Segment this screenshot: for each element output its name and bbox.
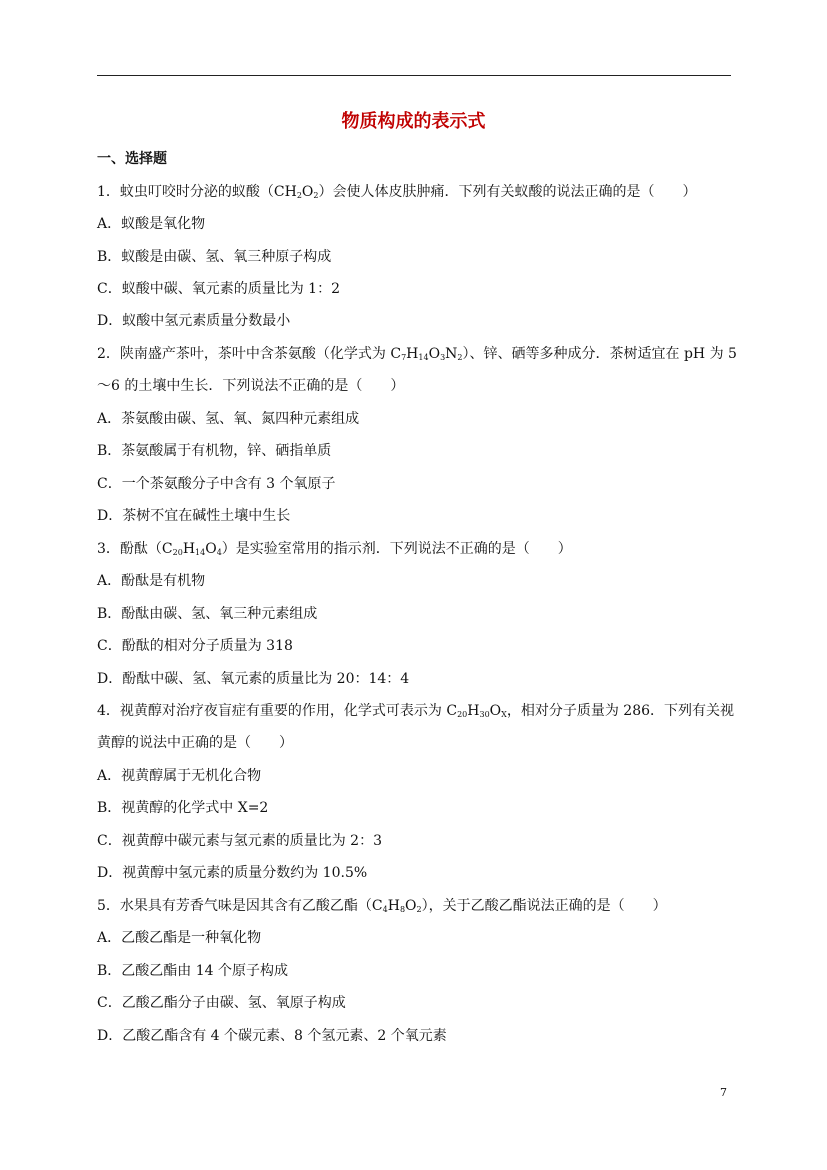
question-4-option-a: A．视黄醇属于无机化合物 xyxy=(97,768,262,784)
question-2-option-c: C．一个茶氨酸分子中含有 3 个氧原子 xyxy=(97,476,336,492)
page-title: 物质构成的表示式 xyxy=(341,111,486,132)
question-2-option-a: A．茶氨酸由碳、氢、氧、氮四种元素组成 xyxy=(97,411,360,427)
section-heading: 一、选择题 xyxy=(97,151,167,167)
question-4-option-c: C．视黄醇中碳元素与氢元素的质量比为 2：3 xyxy=(97,833,382,849)
question-5-stem: 5．水果具有芳香气味是因其含有乙酸乙酯$(C_4H_8O_2)$，关于乙酸乙酯说法正确的是（ ） xyxy=(97,898,667,914)
question-1-stem: 1．蚊虫叮咬时分泌的蚁酸$(CH_2O_2)$会使人体皮肤肿痛．下列有关蚁酸的说法正确的是（ ） xyxy=(97,184,697,200)
question-2-option-d: D．茶树不宜在碱性土壤中生长 xyxy=(97,508,291,524)
question-4-stem-cont: 黄醇的说法中正确的是（ ） xyxy=(97,735,293,751)
question-2-option-b: B．茶氨酸属于有机物，锌、硒指单质 xyxy=(97,443,332,459)
question-1-option-c: C．蚁酸中碳、氧元素的质量比为 1：2 xyxy=(97,281,340,297)
page-number: 7 xyxy=(720,1086,727,1099)
question-3-option-b: B．酚酞由碳、氢、氧三种元素组成 xyxy=(97,606,318,622)
question-3-option-d: D．酚酞中碳、氢、氧元素的质量比为 20：14：4 xyxy=(97,671,410,687)
question-5-option-b: B．乙酸乙酯由 14 个原子构成 xyxy=(97,963,289,979)
question-4-option-b: B．视黄醇的化学式中 X=2 xyxy=(97,800,269,816)
question-1-option-d: D．蚁酸中氢元素质量分数最小 xyxy=(97,313,291,329)
question-3-stem: 3．酚酞$(C_{20}H_{14}O_4)$是实验室常用的指示剂．下列说法不正确的是（ ） xyxy=(97,541,572,557)
question-1-option-b: B．蚁酸是由碳、氢、氧三种原子构成 xyxy=(97,249,332,265)
question-5-option-a: A．乙酸乙酯是一种氧化物 xyxy=(97,930,262,946)
question-4-option-d: D．视黄醇中氢元素的质量分数约为 10.5% xyxy=(97,865,368,881)
question-3-option-a: A．酚酞是有机物 xyxy=(97,573,206,589)
question-3-option-c: C．酚酞的相对分子质量为 318 xyxy=(97,638,293,654)
question-1-option-a: A．蚁酸是氧化物 xyxy=(97,216,206,232)
question-2-stem-cont: ～6 的土壤中生长．下列说法不正确的是（ ） xyxy=(97,378,405,394)
header-rule xyxy=(97,75,731,76)
question-2-stem: 2．陕南盛产茶叶，茶叶中含茶氨酸（化学式为 $C_7H_{14}O_3N_2$）、锌、硒等多种成分．茶树适宜在 pH 为 5 xyxy=(97,346,737,362)
question-5-option-c: C．乙酸乙酯分子由碳、氢、氧原子构成 xyxy=(97,995,346,1011)
question-4-stem: 4．视黄醇对治疗夜盲症有重要的作用，化学式可表示为 $C_{20}H_{30}O_X$，相对分子质量为 286．下列有关视 xyxy=(97,703,735,719)
question-5-option-d: D．乙酸乙酯含有 4 个碳元素、8 个氢元素、2 个氧元素 xyxy=(97,1028,447,1044)
